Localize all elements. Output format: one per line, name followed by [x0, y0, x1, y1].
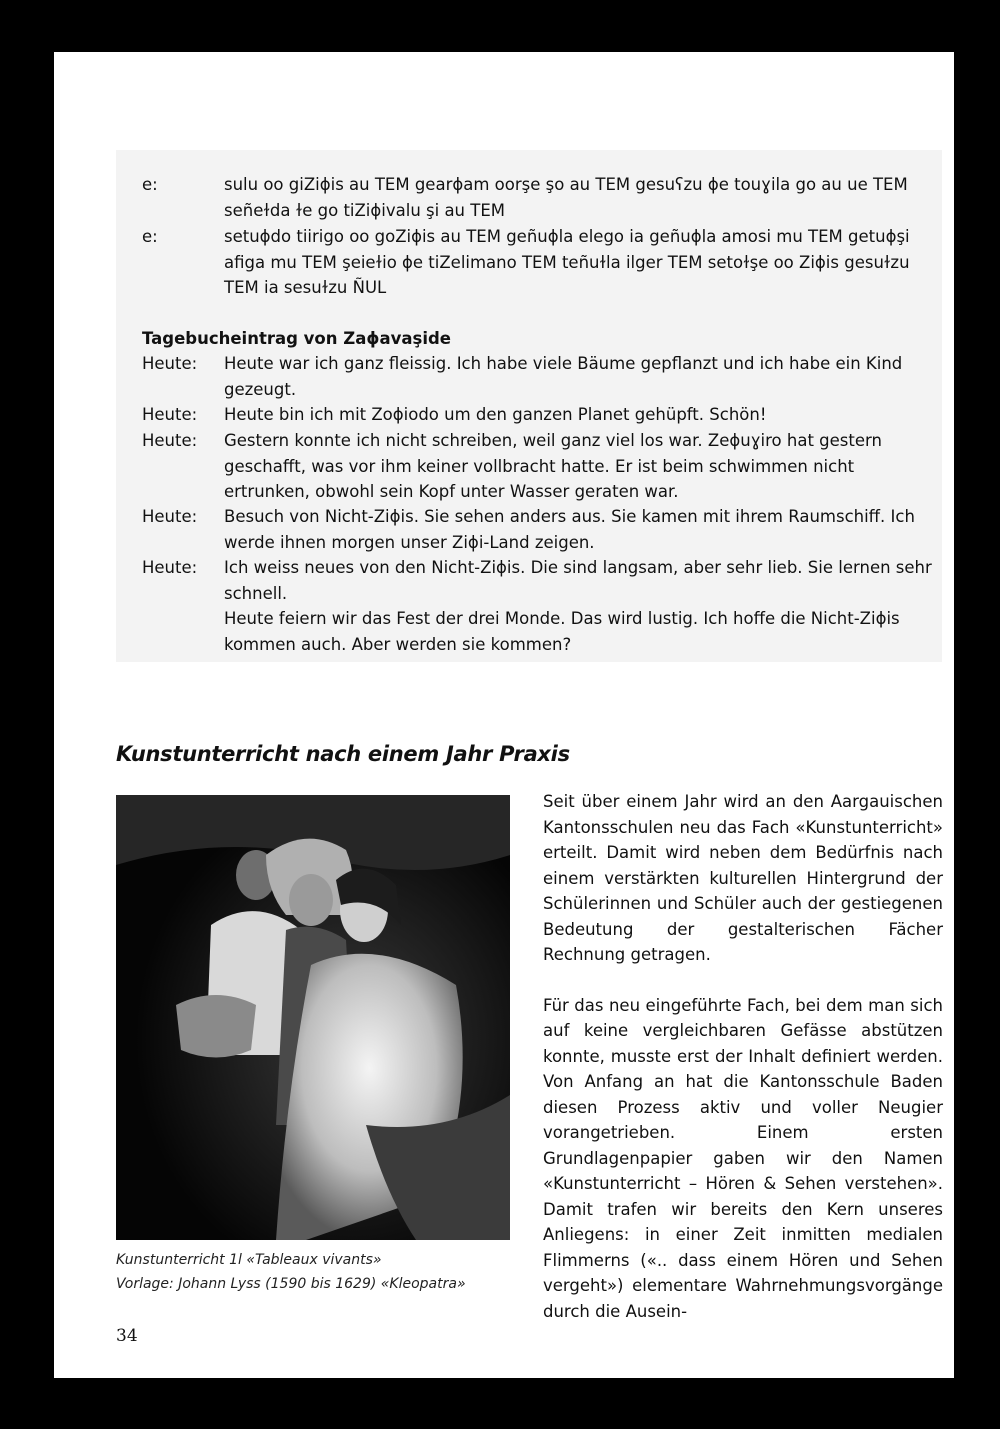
caption-line: Vorlage: Johann Lyss (1590 bis 1629) «Kleopatra» — [116, 1276, 466, 1292]
entry-text: Heute feiern wir das Fest der drei Monde. Das wird lustig. Ich hoffe die Nicht-Ziɸis kommen auch. Aber werden sie kommen? — [224, 609, 900, 654]
entry-label: Heute: — [142, 431, 198, 450]
tableau-photo — [116, 795, 510, 1240]
entry-label: Heute: — [142, 354, 198, 373]
section-heading: Kunstunterricht nach einem Jahr Praxis — [116, 742, 570, 766]
entry-label: Heute: — [142, 558, 198, 577]
entry-label: Heute: — [142, 405, 198, 424]
document-page — [54, 52, 954, 1378]
paragraph: Für das neu eingeführte Fach, bei dem man sich auf keine vergleichbaren Gefässe abstützen konnte, musste erst der Inhalt definiert werden. Von Anfang an hat die Kantonsschule Baden diesen Prozess aktiv und voller Neugier vorangetrieben. Einem ersten Grundlagenpapier gaben wir den Namen «Kunstunterricht – Hören & Sehen verstehen». Damit trafen wir bereits den Kern unseres Anliegens: in einer Zeit inmitten medialen Flimmerns («.. dass einem Hören und Sehen vergeht») elementare Wahrnehmungsvorgänge durch die Ausein- — [543, 995, 943, 1321]
caption-line: Kunstunterricht 1l «Tableaux vivants» — [116, 1252, 382, 1268]
code-text: sulu oo giZiɸis au TEM gearɸam oorşe şo au TEM gesuʕzu ɸe touɣila go au ue TEM señeɫda ɫe go tiZiɸivalu şi au TEM — [224, 175, 908, 220]
diary-title: Tagebucheintrag von Zaɸavaşide — [142, 329, 451, 348]
entry-text: Heute war ich ganz fleissig. Ich habe viele Bäume gepflanzt und ich habe ein Kind gezeugt. — [224, 354, 903, 399]
code-label: e: — [142, 227, 158, 246]
page-number: 34 — [116, 1326, 138, 1346]
code-label: e: — [142, 175, 158, 194]
paragraph: Seit über einem Jahr wird an den Aargauischen Kantonsschulen neu das Fach «Kunstunterricht» erteilt. Damit wird neben dem Bedürfnis nach einem verstärkten kulturellen Hintergrund der Schülerinnen und Schüler auch der gestiegenen Bedeutung der gestalterischen Fächer Rechnung getragen. — [543, 792, 943, 964]
entry-text: Heute bin ich mit Zoɸiodo um den ganzen Planet gehüpft. Schön! — [224, 405, 767, 424]
photo-illustration — [116, 795, 510, 1240]
entry-text: Gestern konnte ich nicht schreiben, weil ganz viel los war. Zeɸuɣiro hat gestern geschafft, was vor ihm keiner vollbracht hatte. Er ist beim schwimmen nicht ertrunken, obwohl sein Kopf unter Wasser geraten war. — [224, 431, 882, 501]
article-body — [543, 789, 943, 1349]
entry-text: Ich weiss neues von den Nicht-Ziɸis. Die sind langsam, aber sehr lieb. Sie lernen sehr schnell. — [224, 558, 932, 603]
entry-label: Heute: — [142, 507, 198, 526]
entry-text: Besuch von Nicht-Ziɸis. Sie sehen anders aus. Sie kamen mit ihrem Raumschiff. Ich werde ihnen morgen unser Ziɸi-Land zeigen. — [224, 507, 915, 552]
code-text: setuɸdo tiirigo oo goZiɸis au TEM geñuɸla elego ia geñuɸla amosi mu TEM getuɸşi afiga mu TEM şeieɫio ɸe tiZelimano TEM teñuɫla ilger TEM setoɫşe oo Ziɸis gesuɫzu TEM ia sesuɫzu ÑUL — [224, 227, 910, 297]
photo-caption — [116, 1248, 526, 1296]
